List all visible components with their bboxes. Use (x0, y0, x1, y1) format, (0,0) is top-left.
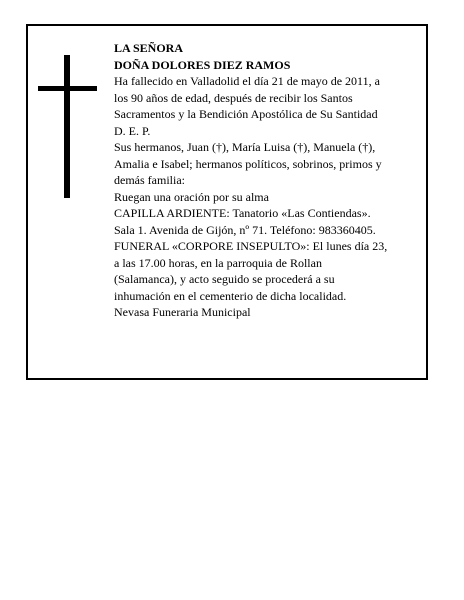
funeral-info-line: (Salamanca), y acto seguido se procederá a su (114, 272, 335, 286)
death-announcement-line: los 90 años de edad, después de recibir los Santos (114, 90, 353, 105)
funeral-info-line: FUNERAL «CORPORE INSEPULTO»: El lunes día 23, (114, 239, 388, 253)
family-line: Sus hermanos, Juan (†), María Luisa (†), Manuela (†), (114, 140, 376, 154)
obituary-text (114, 40, 434, 321)
notice-title: LA SEÑORA (114, 41, 184, 55)
funeral-info-line: inhumación en el cementerio de dicha localidad. (114, 288, 347, 303)
death-announcement-line: Ha fallecido en Valladolid el día 21 de mayo de 2011, a (114, 74, 380, 88)
deceased-name: DOÑA DOLORES DIEZ RAMOS (114, 57, 291, 72)
chapel-info-line: Sala 1. Avenida de Gijón, nº 71. Teléfono: 983360405. (114, 222, 376, 237)
rip-line: D. E. P. (114, 123, 151, 138)
cross-icon (38, 55, 97, 198)
cross-vertical-bar (64, 55, 70, 198)
chapel-info-line: CAPILLA ARDIENTE: Tanatorio «Las Contiendas». (114, 206, 371, 220)
family-line: Amalia e Isabel; hermanos políticos, sobrinos, primos y (114, 156, 382, 171)
funeral-info-line: a las 17.00 horas, en la parroquia de Rollan (114, 255, 322, 270)
death-announcement-line: Sacramentos y la Bendición Apostólica de Su Santidad (114, 107, 378, 121)
cross-horizontal-bar (38, 86, 97, 91)
family-line: demás familia: (114, 173, 185, 187)
prayer-request: Ruegan una oración por su alma (114, 189, 269, 204)
funeral-home: Nevasa Funeraria Municipal (114, 305, 251, 319)
